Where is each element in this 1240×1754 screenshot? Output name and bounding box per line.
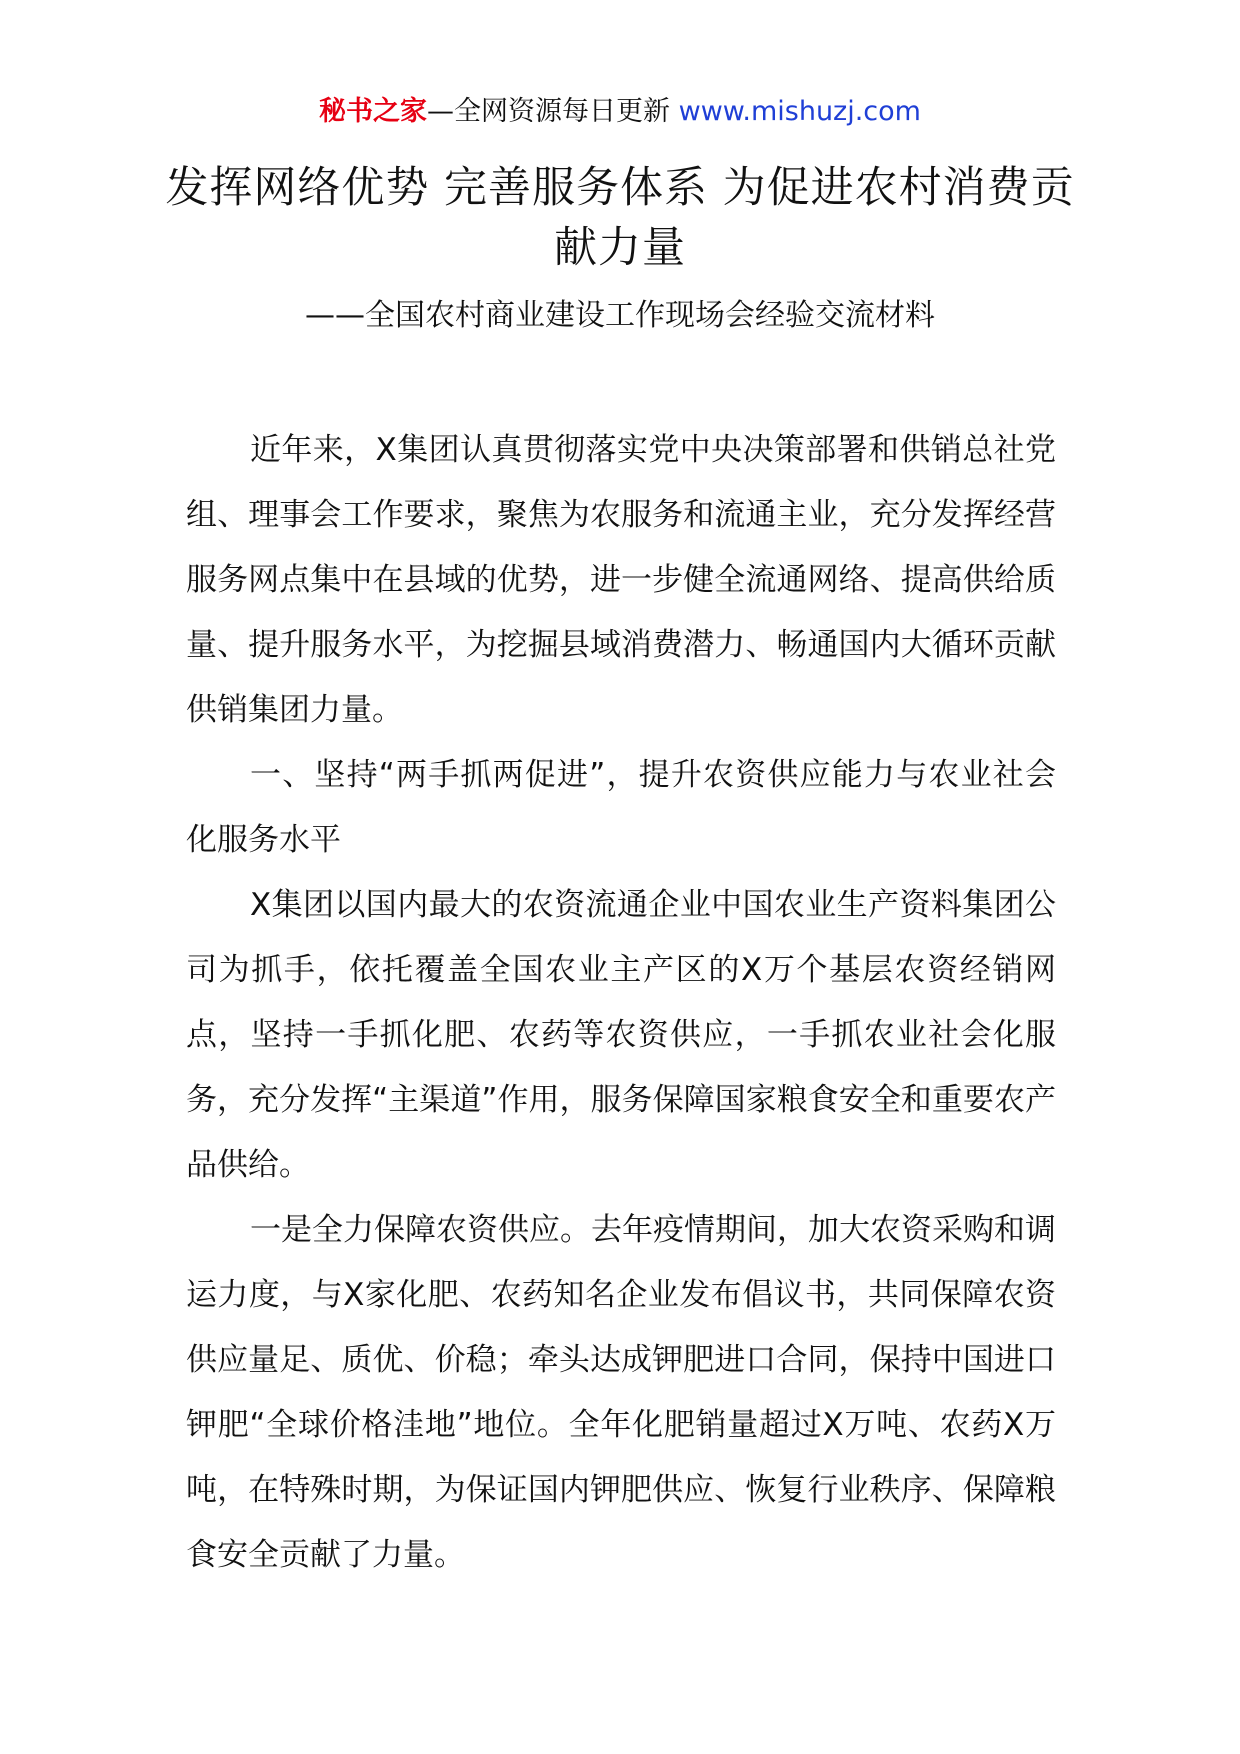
paragraph: 近年来，X集团认真贯彻落实党中央决策部署和供销总社党组、理事会工作要求，聚焦为农服务和流通主业，充分发挥经营服务网点集中在县域的优势，进一步健全流通网络、提高供给质量、提升服务水平，为挖掘县域消费潜力、畅通国内大循环贡献供销集团力量。 [186, 432, 1056, 728]
document-title: 发挥网络优势 完善服务体系 为促进农村消费贡献力量 [165, 163, 1075, 273]
site-header [0, 92, 1240, 132]
brand-name: 秘书之家 [319, 96, 428, 127]
section-heading: 一、坚持“两手抓两促进”，提升农资供应能力与农业社会化服务水平 [186, 757, 1056, 858]
site-url-link[interactable]: www.mishuzj.com [678, 96, 921, 127]
document-subtitle: ——全国农村商业建设工作现场会经验交流材料 [305, 298, 935, 333]
site-tagline: —全网资源每日更新 [427, 96, 671, 127]
paragraph: X集团以国内最大的农资流通企业中国农业生产资料集团公司为抓手，依托覆盖全国农业主产区的X万个基层农资经销网点，坚持一手抓化肥、农药等农资供应，一手抓农业社会化服务，充分发挥“主渠道”作用，服务保障国家粮食安全和重要农产品供给。 [186, 887, 1056, 1183]
paragraph: 一是全力保障农资供应。去年疫情期间，加大农资采购和调运力度，与X家化肥、农药知名企业发布倡议书，共同保障农资供应量足、质优、价稳；牵头达成钾肥进口合同，保持中国进口钾肥“全球价格洼地”地位。全年化肥销量超过X万吨、农药X万吨，在特殊时期，为保证国内钾肥供应、恢复行业秩序、保障粮食安全贡献了力量。 [186, 1212, 1056, 1573]
document-body [186, 418, 1056, 1588]
